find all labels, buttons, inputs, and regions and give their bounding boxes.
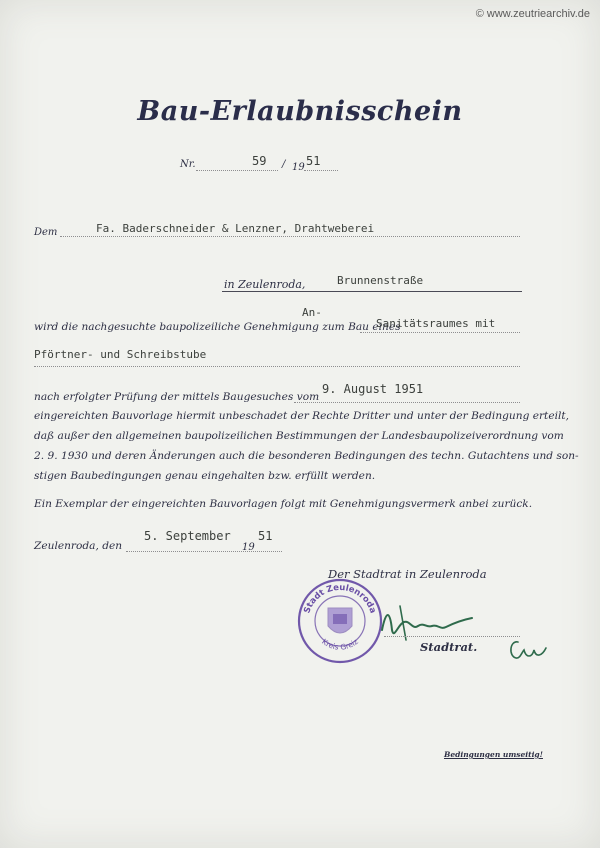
initials	[506, 634, 550, 664]
building-part-1: Sanitätsraumes mit	[376, 317, 496, 330]
place-label: Zeulenroda, den	[34, 540, 123, 552]
issue-year: 51	[258, 529, 273, 543]
svg-text:Kreis Greiz	[320, 637, 360, 652]
after-label: nach erfolgter Prüfung der mittels Baugesuches vom	[34, 391, 320, 403]
copy-note: Ein Exemplar der eingereichten Bauvorlagen folgt mit Genehmigungsvermerk anbei zurück.	[34, 498, 533, 510]
document-year: 51	[306, 154, 321, 168]
permit-line: wird die nachgesuchte baupolizeiliche Genehmigung zum Bau eines	[34, 321, 401, 333]
year-line	[304, 170, 338, 171]
application-date: 9. August 1951	[322, 382, 424, 396]
building-part-2: Pförtner- und Schreibstube	[34, 348, 207, 361]
slash: /	[282, 159, 286, 170]
year-prefix: 19	[292, 162, 305, 173]
location-prefix: in Zeulenroda,	[224, 278, 306, 291]
street: Brunnenstraße	[337, 274, 424, 287]
issue-date-line	[126, 551, 282, 552]
issue-year-prefix: 19	[242, 542, 255, 553]
application-date-line	[294, 402, 520, 403]
building-line-2	[34, 366, 520, 367]
conditions-note: Bedingungen umseitig!	[444, 750, 543, 759]
signature-line	[384, 636, 520, 637]
stamp-text-bottom: Kreis Greiz	[320, 637, 360, 652]
an-insert: An-	[302, 306, 322, 319]
recipient-label: Dem	[34, 227, 58, 238]
paragraph-line-2: daß außer den allgemeinen baupolizeilichen Bestimmungen der Landesbaupolizeiverordnung vom	[34, 430, 564, 442]
number-line	[196, 170, 278, 171]
location-line	[222, 291, 522, 292]
recipient-line	[60, 236, 520, 237]
document-number: 59	[252, 154, 267, 168]
issue-date: 5. September	[144, 529, 231, 543]
number-label: Nr.	[180, 159, 196, 170]
paragraph-line-3: 2. 9. 1930 und deren Änderungen auch die besonderen Bedingungen des techn. Gutachtens und son-	[34, 450, 579, 462]
building-line-1	[360, 332, 520, 333]
authority: Der Stadtrat in Zeulenroda	[328, 567, 487, 581]
recipient: Fa. Baderschneider & Lenzner, Drahtweberei	[96, 222, 375, 235]
paragraph-line-4: stigen Baubedingungen genau eingehalten bzw. erfüllt werden.	[34, 470, 376, 482]
stamp-text-top: Stadt Zeulenroda	[302, 582, 378, 615]
document-title: Bau-Erlaubnisschein	[137, 96, 463, 127]
paragraph-line-1: eingereichten Bauvorlage hiermit unbeschadet der Rechte Dritter und unter der Bedingung erteilt,	[34, 410, 569, 422]
signer-title: Stadtrat.	[420, 640, 478, 654]
watermark: © www.zeutriearchiv.de	[475, 8, 590, 20]
city-seal-stamp	[296, 578, 384, 664]
